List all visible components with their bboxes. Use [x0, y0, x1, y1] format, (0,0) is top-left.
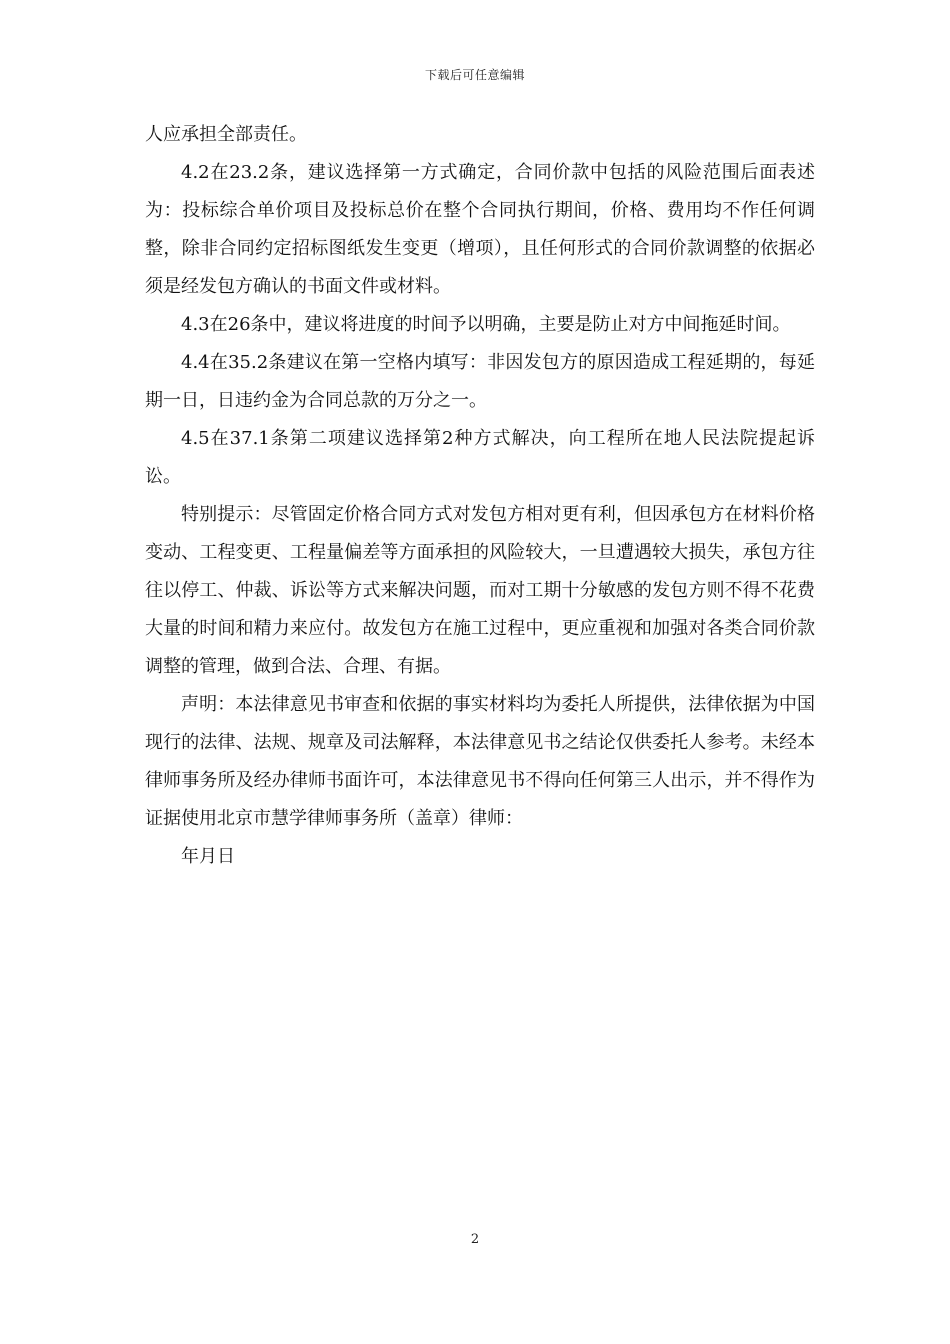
paragraph-4-3: 4.3在26条中，建议将进度的时间予以明确，主要是防止对方中间拖延时间。 [181, 314, 791, 335]
page-header: 下载后可任意编辑 [424, 68, 525, 82]
paragraph-date: 年月日 [181, 846, 235, 867]
paragraph-continuation: 人应承担全部责任。 [145, 124, 307, 145]
paragraph-4-5: 4.5在37.1条第二项建议选择第2种方式解决，向工程所在地人民法院提起诉讼。 [145, 428, 815, 487]
page-number: 2 [470, 1232, 480, 1247]
paragraph-4-4: 4.4在35.2条建议在第一空格内填写：非因发包方的原因造成工程延期的，每延期一日，日违约金为合同总款的万分之一。 [145, 352, 815, 411]
document-body [145, 116, 815, 876]
paragraph-special-note: 特别提示：尽管固定价格合同方式对发包方相对更有利，但因承包方在材料价格变动、工程变更、工程量偏差等方面承担的风险较大，一旦遭遇较大损失，承包方往往以停工、仲裁、诉讼等方式来解决问题，而对工期十分敏感的发包方则不得不花费大量的时间和精力来应付。故发包方在施工过程中，更应重视和加强对各类合同价款调整的管理，做到合法、合理、有据。 [145, 504, 815, 677]
paragraph-statement: 声明：本法律意见书审查和依据的事实材料均为委托人所提供，法律依据为中国现行的法律、法规、规章及司法解释，本法律意见书之结论仅供委托人参考。未经本律师事务所及经办律师书面许可，本法律意见书不得向任何第三人出示，并不得作为证据使用北京市慧学律师事务所（盖章）律师： [145, 694, 815, 829]
paragraph-4-2: 4.2在23.2条，建议选择第一方式确定，合同价款中包括的风险范围后面表述为：投标综合单价项目及投标总价在整个合同执行期间，价格、费用均不作任何调整，除非合同约定招标图纸发生变更（增项），且任何形式的合同价款调整的依据必须是经发包方确认的书面文件或材料。 [145, 162, 815, 297]
